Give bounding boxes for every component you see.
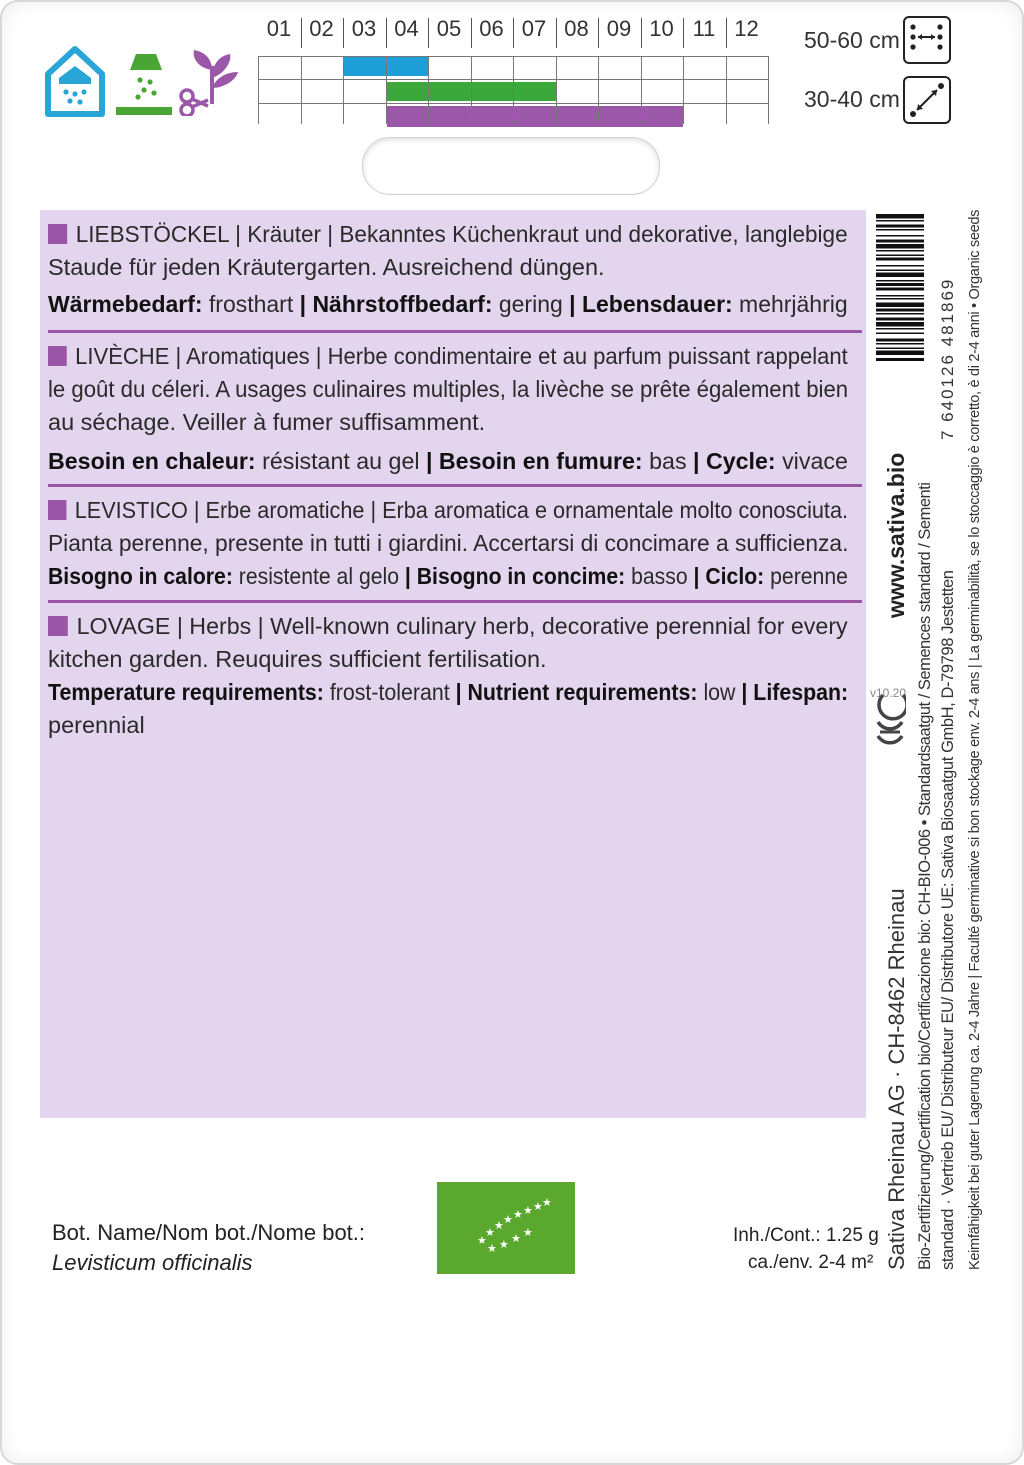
property-separator: |: [455, 679, 468, 705]
barcode-bar: [876, 235, 924, 237]
description-line: [48, 610, 848, 643]
eu-star: ★: [533, 1200, 543, 1213]
barcode-bar: [876, 348, 924, 350]
calendar-gridline: [683, 56, 684, 124]
barcode-bar: [876, 351, 924, 356]
property-value: gering: [492, 291, 570, 317]
eu-star: ★: [542, 1196, 552, 1209]
month-separator: [471, 18, 472, 48]
calendar-gridline: [301, 56, 302, 124]
property-value: vivace: [775, 448, 848, 474]
description-text: LIEBSTÖCKEL | Kräuter | Bekanntes Küchenkraut und dekorative, langlebige: [75, 221, 848, 247]
description-line: [48, 218, 848, 251]
property-value: résistant au gel: [255, 448, 426, 474]
description-panel: [40, 210, 866, 1118]
barcode-bar: [876, 358, 924, 361]
sowing-calendar: [258, 12, 768, 116]
content-weight: Inh./Cont.: 1.25 g: [733, 1225, 879, 1246]
sowing-area: ca./env. 2-4 m²: [748, 1252, 874, 1273]
property-value: mehrjährig: [732, 291, 848, 317]
calendar-gridline: [343, 56, 344, 124]
barcode-bar: [876, 343, 924, 345]
barcode-bar: [876, 273, 924, 278]
description-line: [48, 527, 848, 560]
eu-star: ★: [503, 1213, 513, 1226]
property-value: frost-tolerant: [323, 679, 456, 705]
certification-line-2: standard · Vertrieb EU/ Distributeur EU/ Distributore UE: Sativa Biosaatgut GmbH, D-79798 Jestetten: [939, 570, 957, 1270]
property-value: perenne: [764, 563, 848, 589]
month-label: 11: [692, 16, 716, 41]
barcode-bar: [876, 333, 924, 335]
property-value: resistente al gelo: [232, 563, 405, 589]
plant-spacing-label: 30-40 cm: [804, 86, 900, 112]
barcode-bar: [876, 250, 924, 252]
calendar-gridline: [556, 56, 557, 124]
description-line: [48, 643, 547, 676]
month-label: 08: [564, 16, 589, 41]
eu-star: ★: [523, 1226, 533, 1239]
version-label: v10.20: [870, 686, 907, 700]
property-key: Cycle:: [705, 448, 776, 474]
description-text: le goût du céleri. A usages culinaires multiples, la livèche se prête également bien: [48, 376, 849, 402]
calendar-gridline: [598, 56, 599, 124]
eu-star: ★: [487, 1242, 497, 1255]
eu-star: ★: [494, 1219, 504, 1232]
month-label: 12: [734, 16, 759, 41]
property-value: perennial: [48, 712, 145, 738]
month-separator: [598, 18, 599, 48]
barcode-bar: [876, 244, 924, 249]
hang-hole: [362, 137, 660, 195]
description-text: LIVÈCHE | Aromatiques | Herbe condimentaire et au parfum puissant rappelant: [75, 343, 848, 369]
calendar-gridline: [726, 56, 727, 124]
section-marker: [48, 346, 67, 366]
calendar-gridline: [258, 56, 259, 124]
description-text: kitchen garden. Reuquires sufficient fertilisation.: [48, 646, 547, 672]
description-line: [48, 406, 485, 439]
eu-organic-logo: [437, 1182, 575, 1274]
eu-star: ★: [513, 1208, 523, 1221]
month-separator: [343, 18, 344, 48]
row-spacing-label: 50-60 cm: [804, 27, 900, 53]
property-separator: |: [569, 291, 582, 317]
barcode-bar: [876, 328, 924, 330]
section-marker: [48, 500, 66, 520]
eu-star: ★: [523, 1204, 533, 1217]
website-link[interactable]: www.sativa.bio: [883, 452, 909, 618]
barcode-bar: [876, 295, 924, 297]
month-label: 03: [351, 16, 377, 41]
section-divider: [48, 600, 862, 603]
barcode-bar: [876, 339, 924, 342]
property-key: Bisogno in calore:: [48, 563, 233, 589]
month-separator: [301, 18, 302, 48]
properties-line: [48, 676, 848, 709]
month-separator: [683, 18, 684, 48]
plant-spacing-icon: [903, 76, 951, 124]
botanical-name-label: Bot. Name/Nom bot./Nome bot.:: [52, 1220, 366, 1245]
section-marker: [48, 616, 68, 636]
certification-line-1: Bio-Zertifizierung/Certification bio/Certificazione bio: CH-BIO-006 • Standardsaatgut / Semences standard / Sementi: [916, 482, 934, 1270]
property-separator: |: [425, 448, 439, 474]
barcode-bar: [876, 265, 924, 267]
month-label: 09: [606, 16, 632, 41]
description-section: [48, 218, 860, 321]
month-separator: [386, 18, 387, 48]
month-separator: [726, 18, 727, 48]
barcode-bar: [876, 225, 924, 228]
description-section: [48, 340, 860, 478]
property-key: Lebensdauer:: [581, 291, 733, 317]
month-label: 06: [479, 16, 504, 41]
property-separator: |: [404, 563, 417, 589]
calendar-bar-harvest: [387, 106, 684, 127]
calendar-gridline: [386, 56, 387, 124]
property-value: frosthart: [202, 291, 300, 317]
ce-mark-icon: [872, 692, 906, 746]
description-line: [48, 340, 848, 373]
properties-line: [48, 288, 848, 321]
outdoor-sow-icon: [114, 50, 174, 118]
calendar-gridline: [513, 56, 514, 124]
barcode-bar: [876, 255, 924, 257]
description-line: [48, 373, 848, 406]
month-label: 04: [394, 16, 419, 41]
month-label: 05: [436, 16, 462, 41]
eu-star: ★: [485, 1226, 495, 1239]
description-text: LOVAGE | Herbs | Well-known culinary herb, decorative perennial for every: [76, 613, 848, 639]
barcode-bar: [876, 258, 924, 261]
property-key: Nährstoffbedarf:: [312, 291, 493, 317]
barcode-bar: [876, 214, 924, 219]
property-key: Wärmebedarf:: [48, 291, 203, 317]
germination-text: Keimfähigkeit bei guter Lagerung ca. 2-4 Jahre | Faculté germinative si bon stockage env. 2-4 ans | La germinabilità, se lo stoccaggio è corretto, è di 2-4 anni • Organic seeds: [966, 209, 983, 1270]
description-text: Staude für jeden Kräutergarten. Ausreichend düngen.: [48, 254, 605, 280]
property-separator: |: [741, 679, 754, 705]
barcode-bar: [876, 322, 924, 327]
calendar-gridline: [768, 56, 769, 124]
calendar-gridline: [471, 56, 472, 124]
barcode-bar: [876, 313, 924, 315]
properties-line: [48, 560, 848, 593]
barcode-bar: [876, 309, 924, 312]
description-text: au séchage. Veiller à fumer suffisamment.: [48, 409, 486, 435]
property-separator: |: [693, 563, 706, 589]
harvest-scissors-icon: [178, 44, 244, 116]
property-key: Bisogno in concime:: [416, 563, 626, 589]
description-line: [48, 251, 605, 284]
botanical-name: Levisticum officinalis: [52, 1250, 253, 1275]
section-divider: [48, 330, 862, 333]
properties-line: [48, 445, 848, 478]
house-sow-icon: [44, 44, 106, 118]
barcode-bar: [876, 288, 924, 291]
barcode-bar: [876, 318, 924, 321]
month-label: 07: [521, 16, 547, 41]
barcode-bar: [876, 229, 924, 231]
property-key: Temperature requirements:: [48, 679, 324, 705]
barcode-bar: [876, 298, 924, 300]
property-key: Ciclo:: [705, 563, 765, 589]
month-separator: [513, 18, 514, 48]
month-label: 10: [649, 16, 674, 41]
barcode-bar: [876, 270, 924, 272]
property-separator: |: [693, 448, 706, 474]
calendar-gridline: [641, 56, 642, 124]
property-key: Nutrient requirements:: [467, 679, 698, 705]
section-divider: [48, 484, 862, 487]
property-key: Besoin en fumure:: [438, 448, 643, 474]
month-separator: [428, 18, 429, 48]
barcode-number: 7 640126 481869: [938, 277, 957, 440]
row-spacing-icon: [903, 16, 951, 64]
barcode-bar: [876, 240, 924, 243]
description-section: [48, 494, 860, 593]
company-line: Sativa Rheinau AG · CH-8462 Rheinau: [884, 888, 909, 1270]
eu-star: ★: [477, 1234, 487, 1247]
month-separator: [556, 18, 557, 48]
eu-star: ★: [499, 1238, 509, 1251]
barcode: [876, 212, 926, 438]
property-separator: |: [299, 291, 313, 317]
property-value: bas: [642, 448, 693, 474]
month-label: 01: [266, 16, 292, 41]
calendar-gridline: [428, 56, 429, 124]
property-key: Lifespan:: [753, 679, 849, 705]
section-marker: [48, 224, 67, 244]
barcode-bar: [876, 220, 924, 222]
description-text: Pianta perenne, presente in tutti i giardini. Accertarsi di concimare a sufficienza.: [48, 530, 849, 556]
barcode-bar: [876, 283, 924, 286]
description-line: [48, 494, 848, 527]
property-key: Besoin en chaleur:: [48, 448, 256, 474]
barcode-bar: [876, 303, 924, 308]
description-text: LEVISTICO | Erbe aromatiche | Erba aromatica e ornamentale molto conosciuta.: [74, 497, 849, 523]
property-value: basso: [625, 563, 694, 589]
month-label: 02: [309, 16, 334, 41]
barcode-bar: [876, 280, 924, 282]
eu-star: ★: [511, 1232, 521, 1245]
description-section: [48, 610, 860, 742]
property-value: low: [697, 679, 742, 705]
month-separator: [641, 18, 642, 48]
